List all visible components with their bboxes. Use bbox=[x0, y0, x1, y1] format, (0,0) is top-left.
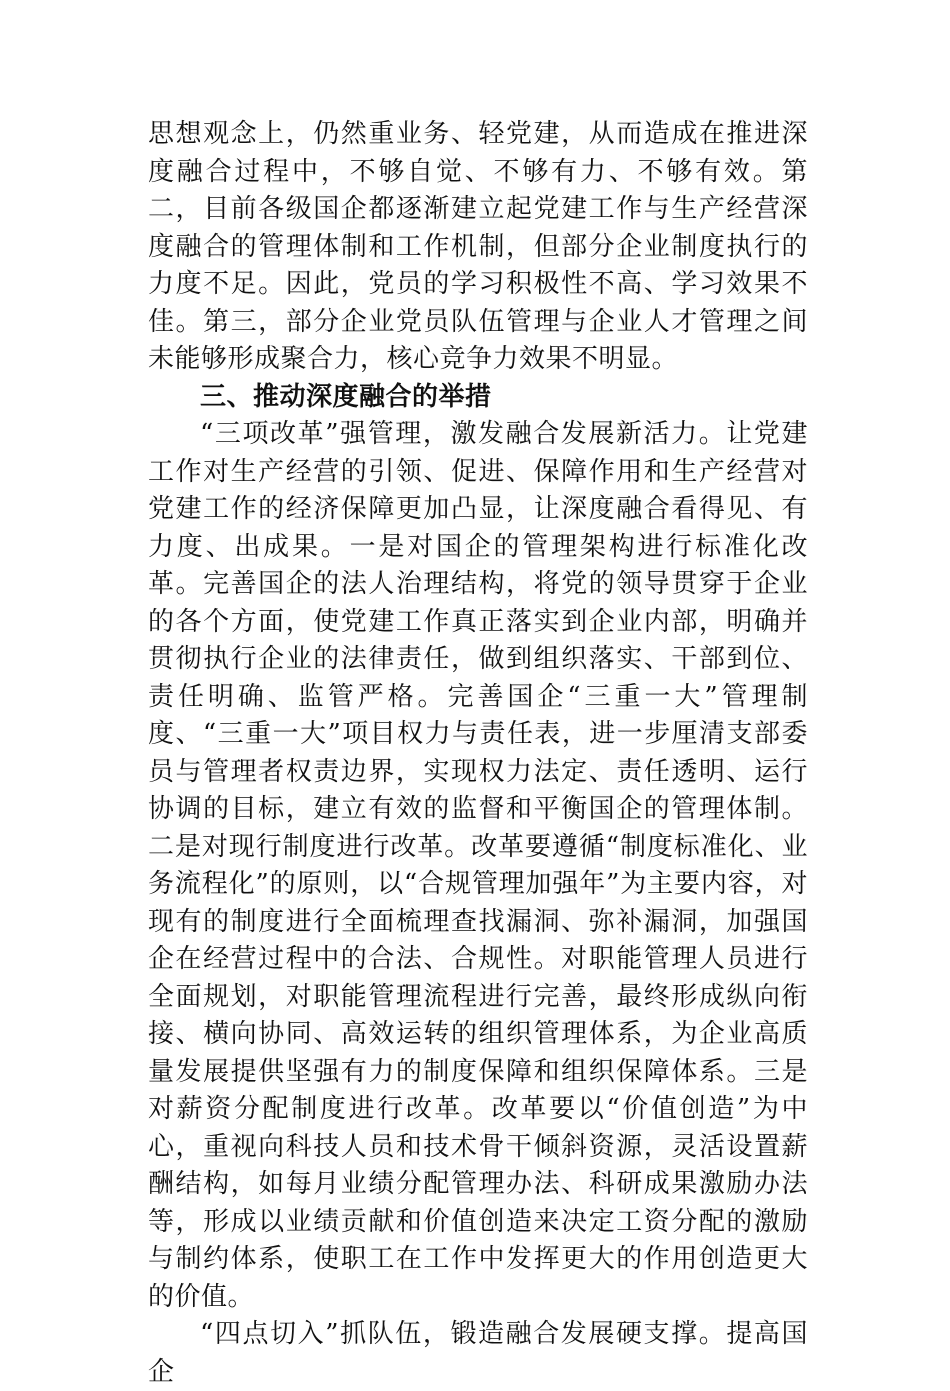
document-page bbox=[148, 116, 808, 1391]
section-heading: 三、推动深度融合的举措 bbox=[200, 381, 492, 412]
paragraph-three-reforms: “三项改革”强管理，激发融合发展新活力。让党建工作对生产经营的引领、促进、保障作用和生产经营对党建工作的经济保障更加凸显，让深度融合看得见、有力度、出成果。一是对国企的管理架构进行标准化改革。完善国企的法人治理结构，将党的领导贯穿于企业的各个方面，使党建工作真正落实到企业内部，明确并贯彻执行企业的法律责任，做到组织落实、干部到位、责任明确、监管严格。完善国企“三重一大”管理制度、“三重一大”项目权力与责任表，进一步厘清支部委员与管理者权责边界，实现权力法定、责任透明、运行协调的目标，建立有效的监督和平衡国企的管理体制。二是对现行制度进行改革。改革要遵循“制度标准化、业务流程化”的原则，以“合规管理加强年”为主要内容，对现有的制度进行全面梳理查找漏洞、弥补漏洞，加强国企在经营过程中的合法、合规性。对职能管理人员进行全面规划，对职能管理流程进行完善，最终形成纵向衔接、横向协同、高效运转的组织管理体系，为企业高质量发展提供坚强有力的制度保障和组织保障体系。三是对薪资分配制度进行改革。改革要以“价值创造”为中心，重视向科技人员和技术骨干倾斜资源，灵活设置薪酬结构，如每月业绩分配管理办法、科研成果激励办法等，形成以业绩贡献和价值创造来决定工资分配的激励与制约体系，使职工在工作中发挥更大的作用创造更大的价值。 bbox=[148, 419, 808, 1312]
paragraph-four-points: “四点切入”抓队伍，锻造融合发展硬支撑。提高国企 bbox=[148, 1319, 808, 1387]
paragraph-opening: 思想观念上，仍然重业务、轻党建，从而造成在推进深度融合过程中，不够自觉、不够有力、不够有效。第二，目前各级国企都逐渐建立起党建工作与生产经营深度融合的管理体制和工作机制，但部分企业制度执行的力度不足。因此，党员的学习积极性不高、学习效果不佳。第三，部分企业党员队伍管理与企业人才管理之间未能够形成聚合力，核心竞争力效果不明显。 bbox=[148, 119, 808, 374]
